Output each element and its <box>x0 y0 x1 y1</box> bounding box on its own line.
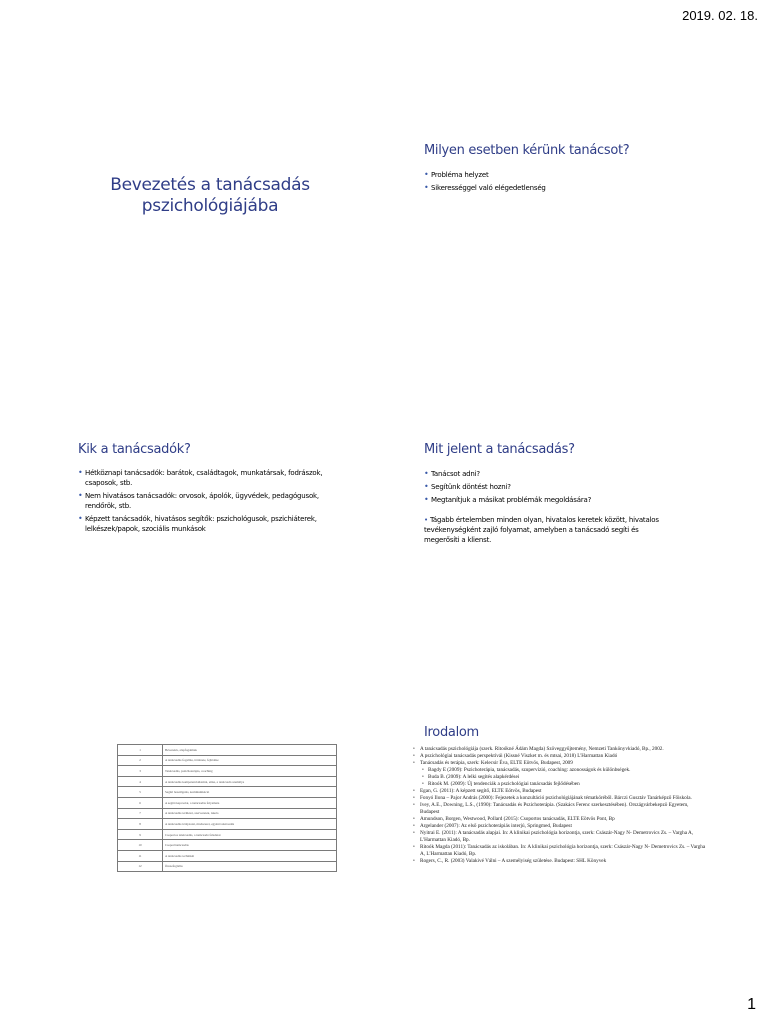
reference-item: • Ivey, A.E., Downing, L.S., (1990): Tanácsadás és Pszichoterápia. (Szakács Ferenc szerkesztésében). Országvárbekepzö Egyetem, Budapest <box>412 802 707 816</box>
reference-item: • Egan, G. (2011): A képzett segítő, ELTE Eötvös, Budapest <box>412 788 707 795</box>
slide-4-paragraph-text: Tágabb értelemben minden olyan, hivatalos keretek között, hivatalos tevékenységként zajló folyamat, amelyben a tanácsadó segíti és megerősíti a klienst. <box>424 516 659 544</box>
slide-6 <box>412 725 707 865</box>
slide-4-title: Mit jelent a tanácsadás? <box>424 442 575 457</box>
table-cell-topic: Csoporttanácsadás <box>163 840 337 851</box>
slide-4-bullet: • Megtanítjuk a másikat problémák megoldására? <box>424 495 674 505</box>
slide-4 <box>424 442 674 545</box>
table-cell-topic: Bevezetés, alapfogalmak <box>163 745 337 756</box>
slide-2-title: Milyen esetben kérünk tanácsot? <box>424 143 630 158</box>
reference-item: • Nyitrai E. (2011): A tanácsadás alapjai. In: A klinikai pszichológia horizontja, szerk: Császár-Nagy N- Demetrovics Zs. – Vargha A, L'Harmattan Kiadó, Bp. <box>412 830 707 844</box>
reference-item: • Amundson, Borgen, Westwood, Pollard (2015): Csoportos tanácsadás, ELTE Eötvös Pont, Bp <box>412 816 707 823</box>
table-cell-topic: A tanácsadás irányzatai, módszerei, egyéni tanácsadás <box>163 819 337 830</box>
slide-4-bullets <box>424 469 674 505</box>
table-row <box>118 787 337 798</box>
table-cell-topic: Tanácsadás, pszichoterápia, coaching <box>163 766 337 777</box>
slide-5-table <box>117 744 337 872</box>
table-cell-number: 7 <box>118 808 163 819</box>
reference-item: • Bagdy E (2009): Pszichoterápia, tanácsadás, szupervízió, coaching: azonosságok és különbségek. <box>412 767 707 774</box>
slide-2 <box>424 143 744 196</box>
table-row <box>118 808 337 819</box>
slide-4-paragraph <box>424 515 674 545</box>
table-row <box>118 745 337 756</box>
slide-3-bullets <box>78 468 346 534</box>
table-cell-number: 10 <box>118 840 163 851</box>
table-row <box>118 766 337 777</box>
slide-3-bullet: • Hétköznapi tanácsadók: barátok, családtagok, munkatársak, fodrászok, csaposok, stb. <box>78 468 346 488</box>
slide-2-bullet: • Sikerességgel való elégedetlenség <box>424 183 744 193</box>
table-cell-number: 11 <box>118 850 163 861</box>
reference-item: • Fonyó Ilona – Pajor András (2000): Fejezetek a konzultáció pszichológiájának tématköréből. Bárczi Gusztáv Tanárképző Főiskola. <box>412 795 707 802</box>
table-row <box>118 829 337 840</box>
table-cell-topic: Segítő beszélgetés, kommunikáció <box>163 787 337 798</box>
slide-6-title: Irodalom <box>424 725 479 740</box>
slide-3 <box>78 442 346 537</box>
table-row <box>118 819 337 830</box>
slide-2-bullets <box>424 170 744 193</box>
table-cell-topic: A tanácsadás fogalma, története, fejlődése <box>163 755 337 766</box>
reference-item: • Buda B. (2009): A lelki segítés alapkérdései <box>412 774 707 781</box>
table-cell-number: 4 <box>118 776 163 787</box>
page-number: 1 <box>747 996 756 1013</box>
table-row <box>118 861 337 872</box>
table-cell-number: 1 <box>118 745 163 756</box>
table-cell-number: 3 <box>118 766 163 777</box>
slide-1-title: Bevezetés a tanácsadás pszichológiájába <box>110 175 310 216</box>
table-cell-topic: Csoportos tanácsadás, a tanácsadó feladatai <box>163 829 337 840</box>
header-date: 2019. 02. 18. <box>682 8 758 23</box>
reference-list <box>412 746 707 865</box>
table-cell-topic: A tanácsadás technikái <box>163 850 337 861</box>
reference-item: • A pszichológiai tanácsadás perspektívái (Kissné Viszket m. és mtsai, 2018) L'Harmattan Kiadó <box>412 753 707 760</box>
table-cell-number: 12 <box>118 861 163 872</box>
bullet-icon: • <box>424 516 430 524</box>
table-cell-topic: A tanácsadás területei, szervezetek, iskola <box>163 808 337 819</box>
table-row <box>118 840 337 851</box>
table-cell-number: 9 <box>118 829 163 840</box>
table-cell-number: 6 <box>118 797 163 808</box>
table-cell-topic: Összefoglalás <box>163 861 337 872</box>
reference-item: • Argelander (2007): Az első pszichoterápiás interjú, Springmed, Budapest <box>412 823 707 830</box>
reference-item: • Tanácsadás és terápia, szerk: Kelecsir Éva, ELTE Eötvös, Budapest, 2009 <box>412 760 707 767</box>
reference-item: • A tanácsadás pszichológiája (szerk. Ritoókné Ádám Magda) Szöveggyűjtemény, Nemzeti Tankönyvkiadó, Bp., 2002. <box>412 746 707 753</box>
slide-3-bullet: • Képzett tanácsadók, hivatásos segítők: pszichológusok, pszichiáterek, lelkészek/papok, szociális munkások <box>78 514 346 534</box>
table-cell-topic: A tanácsadás kompetenciahatárai, etika, a tanácsadó személye <box>163 776 337 787</box>
table-row <box>118 850 337 861</box>
table-cell-topic: A segítő kapcsolat, a tanácsadás folyamata <box>163 797 337 808</box>
slide-4-bullet: • Segítünk döntést hozni? <box>424 482 674 492</box>
reference-item: • Ritoók Magda (2011): Tanácsadás az iskolában. In: A klinikai pszichológia horizontja, szerk: Császár-Nagy N- Demetrovics Zs. – Vargha A, L'Harmattan Kiadó, Bp. <box>412 844 707 858</box>
table-row <box>118 755 337 766</box>
slide-4-bullet: • Tanácsot adni? <box>424 469 674 479</box>
slide-3-title: Kik a tanácsadók? <box>78 442 191 457</box>
reference-item: • Rogers, C., R. (2003) Valakivé Válni – A személyiség születése. Budapest: SHL Könyvek <box>412 858 707 865</box>
slide-2-bullet: • Probléma helyzet <box>424 170 744 180</box>
table-row <box>118 776 337 787</box>
slide-3-bullet: • Nem hivatásos tanácsadók: orvosok, ápolók, ügyvédek, pedagógusok, rendőrök, stb. <box>78 491 346 511</box>
table-cell-number: 2 <box>118 755 163 766</box>
table-cell-number: 5 <box>118 787 163 798</box>
table-cell-number: 8 <box>118 819 163 830</box>
reference-item: • Ritoók M. (2009): Új tendenciák a pszichológiai tanácsadás fejlődésében <box>412 781 707 788</box>
table-row <box>118 797 337 808</box>
